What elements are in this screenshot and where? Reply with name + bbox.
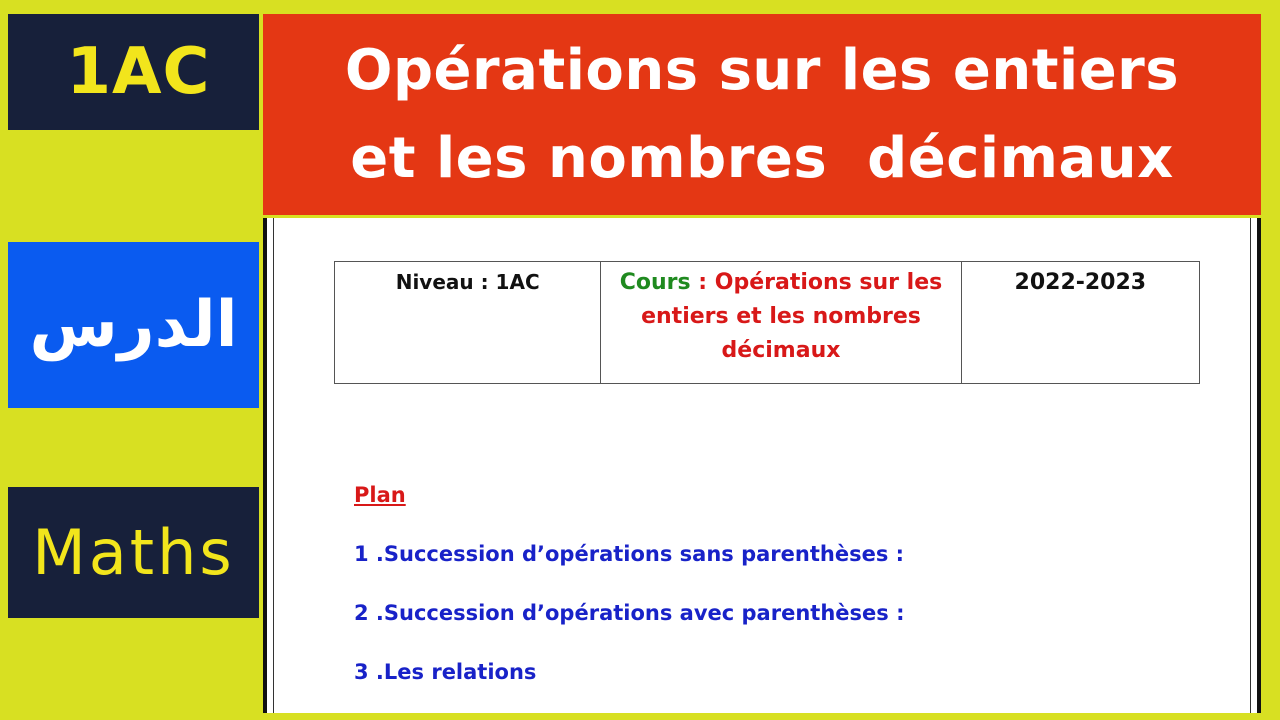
header-level-cell: Niveau : 1AC	[335, 262, 601, 384]
level-label: 1AC	[66, 35, 211, 109]
course-prefix: Cours	[619, 270, 691, 295]
document-header-table	[334, 261, 1200, 384]
lesson-label: الدرس	[29, 288, 238, 362]
subject-badge	[8, 487, 259, 618]
title-line-2: et les nombres décimaux	[350, 125, 1174, 191]
header-course-cell	[601, 262, 961, 384]
plan-heading: Plan	[354, 483, 406, 507]
document-page	[263, 218, 1261, 713]
header-year-cell: 2022-2023	[961, 262, 1199, 384]
plan-item: 1 .Succession d’opérations sans parenthèses :	[354, 542, 905, 566]
lesson-badge	[8, 242, 259, 408]
course-separator: :	[690, 270, 715, 295]
header-row	[335, 262, 1200, 384]
title-line-1: Opérations sur les entiers	[344, 37, 1180, 103]
plan-item: 2 .Succession d’opérations avec parenthèses :	[354, 601, 905, 625]
course-title: Opérations sur les entiers et les nombres décimaux	[641, 270, 943, 363]
subject-label: Maths	[32, 516, 235, 589]
plan-item: 3 .Les relations	[354, 660, 537, 684]
level-badge	[8, 14, 259, 130]
title-banner	[263, 14, 1261, 215]
document-body	[273, 218, 1251, 713]
